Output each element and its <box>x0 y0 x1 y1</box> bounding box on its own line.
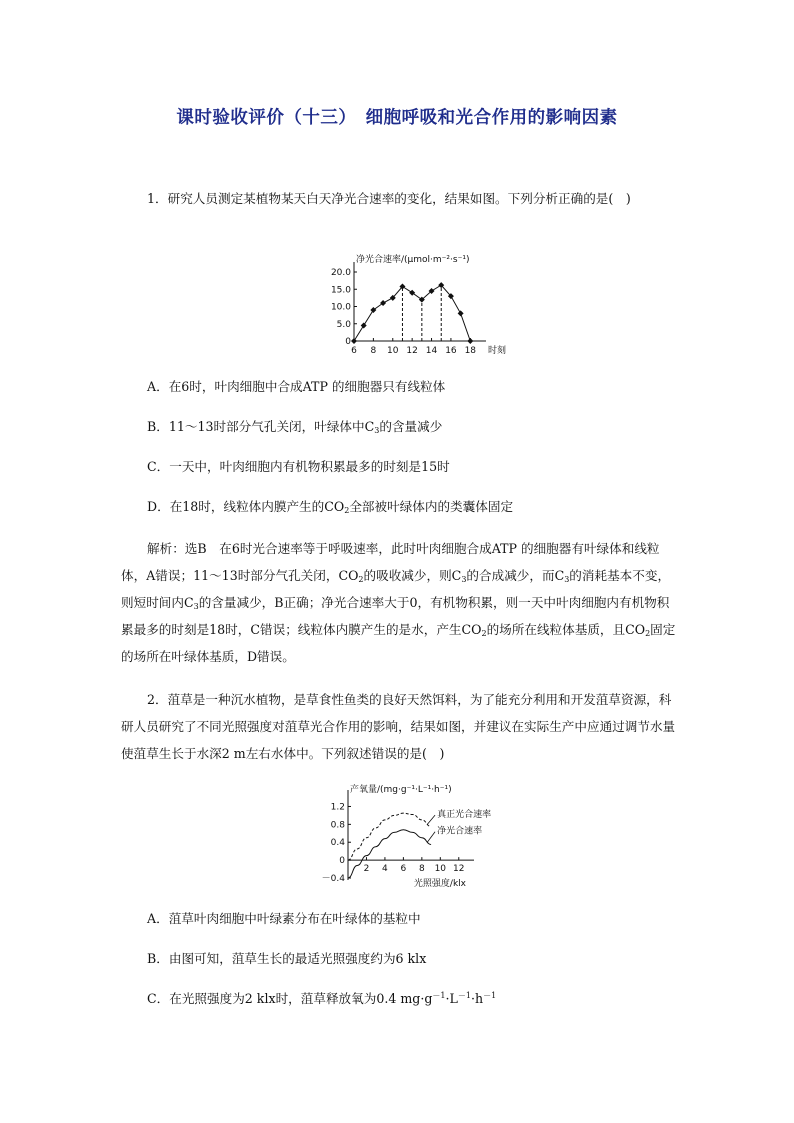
data-point <box>351 338 357 344</box>
x-axis-label: 时刻 <box>488 346 507 356</box>
x-tick-label: 6 <box>351 346 357 356</box>
y-tick-label: 5.0 <box>336 319 351 330</box>
y-tick-label: 0 <box>345 337 351 347</box>
series-leader <box>427 815 435 824</box>
x-tick-label: 14 <box>425 346 438 356</box>
q2-option-a: A．菹草叶肉细胞中叶绿素分布在叶绿体的基粒中 <box>147 911 421 926</box>
y-tick-label: 15.0 <box>330 285 351 296</box>
y-tick-label: 0 <box>339 856 345 867</box>
question-1-stem: 1．研究人员测定某植物某天白天净光合速率的变化，结果如图。下列分析正确的是( ) <box>147 191 631 206</box>
series-label: 真正光合速率 <box>437 810 492 821</box>
y-axis-label: 产氧量/(mg·g⁻¹·L⁻¹·h⁻¹) <box>350 785 452 795</box>
y-tick-label: 0.8 <box>330 820 345 831</box>
q1-option-d: D．在18时，线粒体内膜产生的$CO_2$全部被叶绿体内的类囊体固定 <box>147 499 514 515</box>
y-tick-label: 20.0 <box>330 268 351 278</box>
series-leader <box>427 832 435 843</box>
y-tick-label: 0.4 <box>330 838 345 849</box>
y-tick-label: 10.0 <box>330 302 351 313</box>
q2-option-c: C．在光照强度为2 klx时，菹草释放氧为0.4 $mg\cdot g^{-1}\cdot L^{-1}\cdot h^{-1}$ <box>147 991 497 1006</box>
y-tick-label: 1.2 <box>330 802 345 813</box>
y-axis-label: 净光合速率/(μmol·m⁻²·s⁻¹) <box>356 255 470 265</box>
data-point <box>458 310 464 316</box>
x-tick-label: 10 <box>434 864 447 875</box>
x-tick-label: 2 <box>363 864 370 875</box>
x-tick-label: 12 <box>406 346 418 356</box>
net-photosynthesis-chart <box>312 250 512 362</box>
x-tick-label: 8 <box>370 346 377 356</box>
q2-option-b: B．由图可知，菹草生长的最适光照强度约为6 klx <box>147 951 427 966</box>
q1-option-a: A．在6时，叶肉细胞中合成ATP 的细胞器只有线粒体 <box>147 379 446 394</box>
q1-analysis: 解析：选B 在6时光合速率等于呼吸速率，此时叶肉细胞合成ATP 的细胞器有叶绿体和线粒体，A错误；11～13时部分气孔关闭，$CO_2$的吸收减少，则$C_3$的合成减少，而$C_3$的消耗基本不变，则短时间内$C_3$的含量减少，B正确；净光合速率大于0，有机物积累，则一天中叶肉细胞内有机物积累最多的时刻是18时，C错误；线粒体内膜产生的是水，产生$CO_2$的场所在线粒体基质，且$CO_2$固定的场所在叶绿体基质，D错误。 <box>121 541 676 664</box>
x-axis-label: 光照强度/klx <box>413 879 466 889</box>
data-point <box>361 322 367 328</box>
x-tick-label: 12 <box>453 864 465 875</box>
x-tick-label: 18 <box>464 346 477 356</box>
series-label: 净光合速率 <box>437 826 483 837</box>
x-tick-label: 6 <box>400 864 407 875</box>
x-tick-label: 8 <box>418 864 425 875</box>
x-tick-label: 10 <box>387 346 399 356</box>
y-tick-label: －0.4 <box>321 874 345 884</box>
q1-option-c: C．一天中，叶肉细胞内有机物积累最多的时刻是15时 <box>147 459 450 474</box>
page-title: 课时验收评价（十三） 细胞呼吸和光合作用的影响因素 <box>176 108 618 128</box>
data-point <box>467 338 473 344</box>
question-2-stem: 2．菹草是一种沉水植物，是草食性鱼类的良好天然饵料，为了能充分利用和开发菹草资源，科研人员研究了不同光照强度对菹草光合作用的影响，结果如图，并建议在实际生产中应通过调节水量使菹草生长于水深2 m左右水体中。下列叙述错误的是( ) <box>121 692 676 761</box>
x-tick-label: 16 <box>445 346 457 356</box>
oxygen-production-chart <box>318 780 508 892</box>
q1-option-b: B．11～13时部分气孔关闭，叶绿体中$C_3$的含量减少 <box>147 419 443 435</box>
x-tick-label: 4 <box>382 864 388 875</box>
